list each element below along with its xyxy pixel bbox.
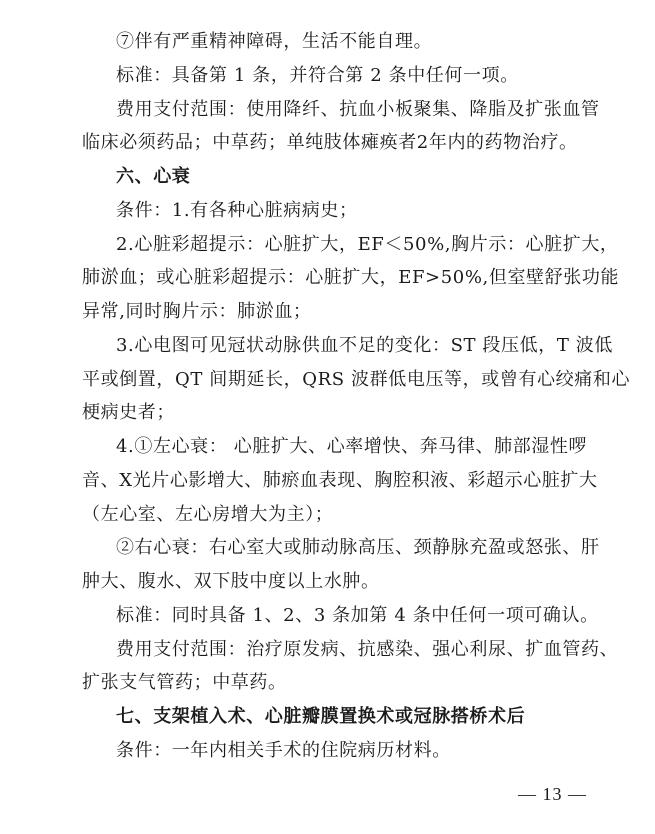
text-line-3: 费用支付范围：使用降纤、抗血小板聚集、降脂及扩张血管 (116, 99, 600, 120)
text-line-7: 2.心脏彩超提示：心脏扩大，EF＜50%,胸片示：心脏扩大， (116, 234, 619, 255)
page-number: — 13 — (518, 784, 587, 804)
text-line-8: 肺淤血；或心脏彩超提示：心脏扩大，EF>50%,但室壁舒张功能 (82, 267, 620, 288)
text-line-12: 梗病史者； (82, 402, 175, 423)
text-line-11: 平或倒置，QT 间期延长，QRS 波群低电压等，或曾有心绞痛和心 (82, 369, 631, 390)
text-line-19: 费用支付范围：治疗原发病、抗感染、强心利尿、扩血管药、 (116, 639, 619, 660)
text-line-13: 4.①左心衰： 心脏扩大、心率增快、奔马律、肺部湿性啰 (116, 436, 588, 457)
text-line-18: 标准：同时具备 1、2、3 条加第 4 条中任何一项可确认。 (116, 605, 599, 626)
text-line-2: 标准：具备第 1 条，并符合第 2 条中任何一项。 (116, 65, 519, 86)
text-line-20: 扩张支气管药；中草药。 (82, 672, 287, 693)
text-line-17: 肿大、腹水、双下肢中度以上水肿。 (82, 571, 380, 592)
section-heading-heart-failure: 六、心衰 (116, 166, 191, 187)
text-line-22: 条件：一年内相关手术的住院病历材料。 (116, 740, 451, 761)
text-line-10: 3.心电图可见冠状动脉供血不足的变化：ST 段压低，T 波低 (116, 335, 613, 356)
text-line-1: ⑦伴有严重精神障碍，生活不能自理。 (116, 31, 433, 52)
text-line-9: 异常,同时胸片示：肺淤血； (82, 301, 312, 322)
text-line-4: 临床必须药品；中草药；单纯肢体瘫痪者2年内的药物治疗。 (82, 132, 578, 153)
text-line-16: ②右心衰：右心室大或肺动脉高压、颈静脉充盈或怒张、肝 (116, 537, 600, 558)
text-line-14: 音、X光片心影增大、肺瘀血表现、胸腔积液、彩超示心脏扩大 (82, 470, 598, 491)
section-heading-cardiac-surgery: 七、支架植入术、心脏瓣膜置换术或冠脉搭桥术后 (116, 706, 526, 727)
text-line-15: （左心室、左心房增大为主）； (82, 504, 334, 525)
text-line-6: 条件：1.有各种心脏病病史； (116, 200, 358, 221)
